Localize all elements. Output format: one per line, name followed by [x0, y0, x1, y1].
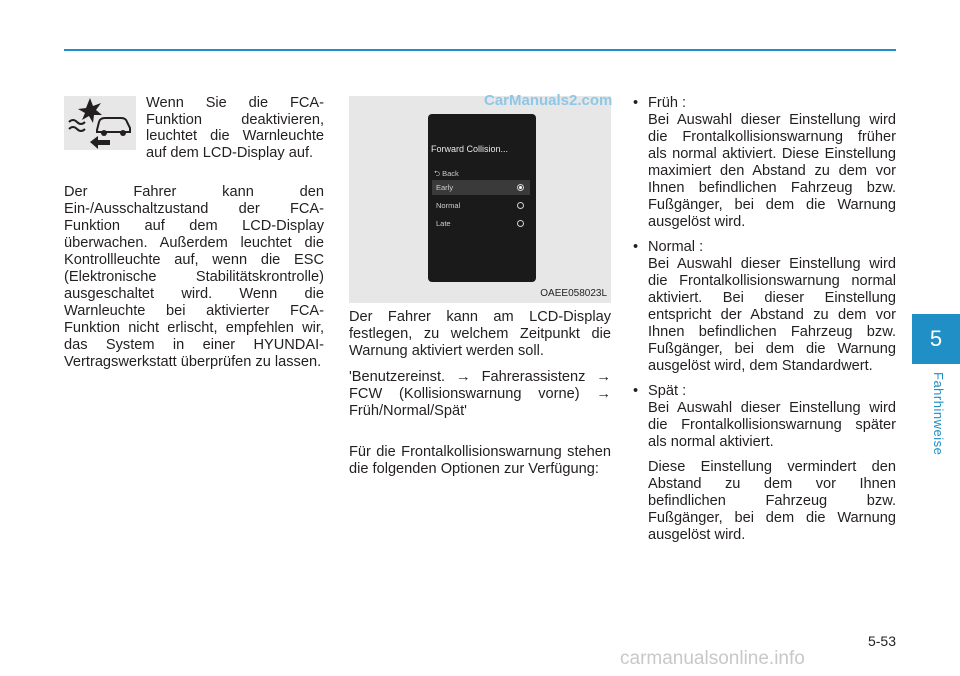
option-title: Spät :	[648, 383, 687, 399]
lcd-settings-figure	[349, 96, 611, 303]
bullet: •	[633, 239, 639, 255]
chapter-number-tab	[912, 314, 960, 364]
watermark: CarManuals2.com	[484, 92, 613, 109]
lcd-option-label: Late	[436, 219, 451, 228]
option-late-text-2: Diese Einstellung vermindert den Abstand zu dem vor Ihnen befindlichen Fahrzeug bzw. Fußgänger, bei dem die Warnung ausgelöst wird.	[648, 459, 896, 543]
bullet: •	[633, 383, 639, 399]
lcd-screen	[428, 114, 536, 282]
fca-warning-light-icon	[64, 96, 136, 150]
lcd-option-normal	[432, 198, 530, 213]
chapter-number: 5	[929, 326, 943, 351]
option-early-text: Bei Auswahl dieser Einstellung wird die Frontalkollisionswarnung früher als normal aktiviert. Diese Einstellung maximiert den Abstand zu dem vor Ihnen befindlichen Fahrzeug bzw. Fußgänger, bei dem die Warnung ausgelöst wird.	[648, 112, 896, 230]
option-title: Früh :	[648, 95, 687, 111]
lcd-option-late	[432, 216, 530, 231]
bottom-watermark: carmanualsonline.info	[620, 648, 805, 669]
page-number: 5-53	[867, 633, 896, 649]
middle-paragraph-1: Der Fahrer kann am LCD-Display festlegen, zu welchem Zeitpunkt die Warnung aktiviert werden soll.	[349, 309, 611, 359]
lcd-back-item: ⮌ Back	[434, 169, 459, 178]
warning-light-text: Wenn Sie die FCA-Funktion deaktivieren, leuchtet die Warnleuchte auf dem LCD-Display auf.	[146, 95, 324, 161]
middle-paragraph-3: Für die Frontalkollisionswarnung stehen die folgenden Optionen zur Verfügung:	[349, 444, 611, 477]
chapter-title: Fahrhinweise	[931, 372, 946, 456]
figure-code: OAEE058023L	[540, 288, 607, 299]
radio-empty-icon	[517, 220, 524, 227]
left-body-paragraph: Der Fahrer kann den Ein-/Ausschaltzustand der FCA-Funktion auf dem LCD-Display überwachen. Außerdem leuchtet die Kontrollleuchte auf, wenn die ESC (Elektronische Stabilitätskrontrolle) ausgeschaltet wird. Wenn die Warnleuchte bei aktivierter FCA-Funktion nicht erlischt, empfehlen wir, das System in einer HYUNDAI-Vertragswerkstatt überprüfen zu lassen.	[64, 184, 324, 370]
option-title: Normal :	[648, 239, 704, 255]
option-normal-text: Bei Auswahl dieser Einstellung wird die Frontalkollisionswarnung normal aktiviert. Bei dieser Einstellung entspricht der Abstand zu dem vor Ihnen befindlichen Fahrzeug bzw. Fußgänger, bei dem die Warnung ausgelöst wird, dem Standardwert.	[648, 256, 896, 374]
right-column	[632, 95, 896, 552]
lcd-option-label: Normal	[436, 201, 461, 210]
left-column	[64, 184, 324, 371]
middle-column	[349, 309, 611, 487]
bullet: •	[633, 95, 639, 111]
option-early-head	[632, 95, 896, 112]
option-normal-head	[632, 239, 896, 256]
lcd-option-early	[432, 180, 530, 195]
option-late-text-1: Bei Auswahl dieser Einstellung wird die Frontalkollisionswarnung später als normal aktiviert.	[648, 400, 896, 450]
menu-path: 'Benutzereinst. → Fahrerassistenz → FCW (Kollisionswarnung vorne) → Früh/Normal/Spät'	[349, 369, 611, 419]
lcd-screen-title: Forward Collision...	[431, 144, 509, 154]
header-rule	[64, 49, 896, 51]
collision-warning-icon	[64, 96, 136, 150]
lcd-option-label: Early	[436, 183, 454, 192]
option-late-head	[632, 383, 896, 400]
radio-empty-icon	[517, 202, 524, 209]
radio-selected-icon	[517, 184, 524, 191]
